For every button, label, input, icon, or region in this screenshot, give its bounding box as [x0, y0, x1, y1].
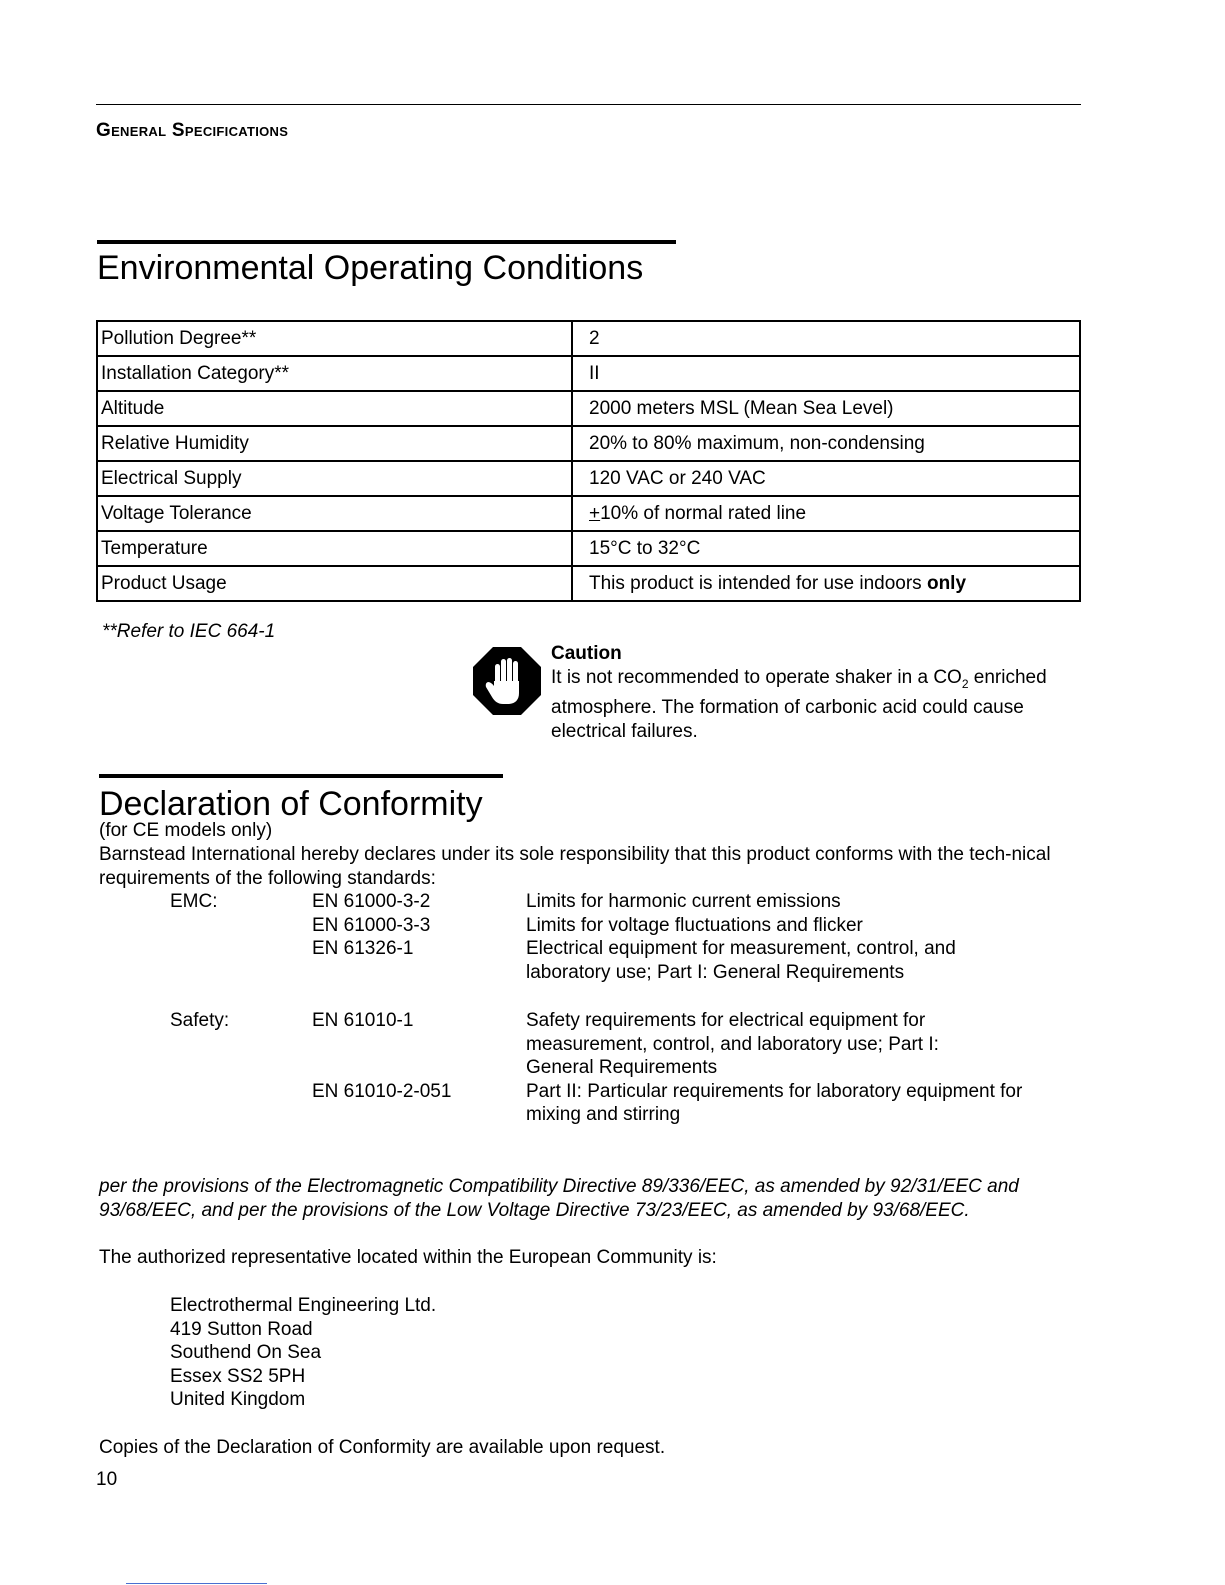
emc-label: EMC: [170, 891, 218, 912]
env-section-title: Environmental Operating Conditions [97, 249, 644, 287]
table-row [97, 391, 1080, 426]
caution-block [551, 642, 1071, 744]
caution-message [551, 666, 1071, 744]
row-value: 2000 meters MSL (Mean Sea Level) [572, 391, 1080, 426]
row-value [572, 496, 1080, 531]
standard-description: Electrical equipment for measurement, control, and laboratory use; Part I: General Requirements [526, 938, 956, 983]
row-value: 2 [572, 321, 1080, 356]
row-value-text: 10% of normal rated line [600, 502, 807, 524]
copies-statement: Copies of the Declaration of Conformity are available upon request. [99, 1437, 666, 1458]
row-label: Installation Category** [97, 356, 572, 391]
conformity-section-title: Declaration of Conformity [99, 785, 483, 823]
row-value: II [572, 356, 1080, 391]
directive-statement: per the provisions of the Electromagnetic Compatibility Directive 89/336/EEC, as amended by 92/31/EEC and 93/68/EEC, and per the provisions of the Low Voltage Directive 73/23/EEC, as amended by 93/68/EEC. [99, 1176, 1019, 1221]
standard-description: Part II: Particular requirements for laboratory equipment for mixing and stirring [526, 1080, 1023, 1125]
representative-intro: The authorized representative located within the European Community is: [99, 1247, 717, 1268]
emc-standards [0, 890, 1100, 986]
row-value-emphasis: only [926, 572, 967, 594]
safety-label: Safety: [170, 1010, 230, 1031]
conformity-section-rule [99, 774, 503, 778]
row-label: Electrical Supply [97, 461, 572, 496]
caution-line: It is not recommended to operate shaker in a CO [551, 667, 962, 688]
standard-code: EN 61010-1 [312, 1010, 414, 1031]
table-row [97, 531, 1080, 566]
table-row [97, 496, 1080, 531]
subscript-two: 2 [961, 676, 969, 691]
table-row [97, 426, 1080, 461]
caution-line: enriched atmosphere. The formation of carbonic acid could cause electrical failures. [551, 667, 1047, 742]
address-line: Electrothermal Engineering Ltd. [170, 1295, 437, 1316]
row-label: Temperature [97, 531, 572, 566]
standard-description: Limits for harmonic current emissions [526, 891, 841, 912]
row-label: Product Usage [97, 566, 572, 601]
conformity-intro: Barnstead International hereby declares under its sole responsibility that this product conforms with the tech-nical requirements of the following standards: [99, 844, 1051, 889]
row-value: 15°C to 32°C [572, 531, 1080, 566]
table-row [97, 566, 1080, 601]
address-line: Southend On Sea [170, 1342, 322, 1363]
table-row [97, 356, 1080, 391]
address-line: 419 Sutton Road [170, 1318, 313, 1340]
row-value [572, 566, 1080, 601]
standard-code: EN 61000-3-2 [312, 891, 431, 912]
address-line: Essex SS2 5PH [170, 1365, 306, 1387]
row-value: 20% to 80% maximum, non-condensing [572, 426, 1080, 461]
row-label: Voltage Tolerance [97, 496, 572, 531]
header-rule [96, 104, 1081, 105]
stop-hand-icon [473, 647, 541, 715]
table-row [97, 321, 1080, 356]
page-number: 10 [96, 1469, 118, 1490]
row-label: Altitude [97, 391, 572, 426]
safety-standards [0, 1009, 1100, 1129]
table-row [97, 461, 1080, 496]
conformity-subtitle: (for CE models only) [99, 820, 273, 841]
plus-minus-sign: + [589, 502, 601, 524]
standard-code: EN 61326-1 [312, 938, 414, 959]
env-section-rule [97, 240, 676, 244]
standard-description: Safety requirements for electrical equipment for measurement, control, and laboratory use; Part I: General Requirements [526, 1010, 939, 1078]
bottom-link-underline [126, 1583, 267, 1584]
standard-code: EN 61000-3-3 [312, 914, 431, 936]
row-label: Pollution Degree** [97, 321, 572, 356]
table-footnote: **Refer to IEC 664-1 [102, 621, 276, 642]
standard-code: EN 61010-2-051 [312, 1080, 452, 1102]
row-label: Relative Humidity [97, 426, 572, 461]
representative-address [170, 1294, 436, 1412]
row-value-text: This product is intended for use indoors [589, 572, 922, 594]
running-head: General Specifications [96, 120, 289, 141]
address-line: United Kingdom [170, 1389, 306, 1410]
standard-description: Limits for voltage fluctuations and flicker [526, 914, 863, 936]
row-value: 120 VAC or 240 VAC [572, 461, 1080, 496]
env-conditions-table [96, 320, 1081, 602]
caution-title: Caution [551, 643, 622, 664]
